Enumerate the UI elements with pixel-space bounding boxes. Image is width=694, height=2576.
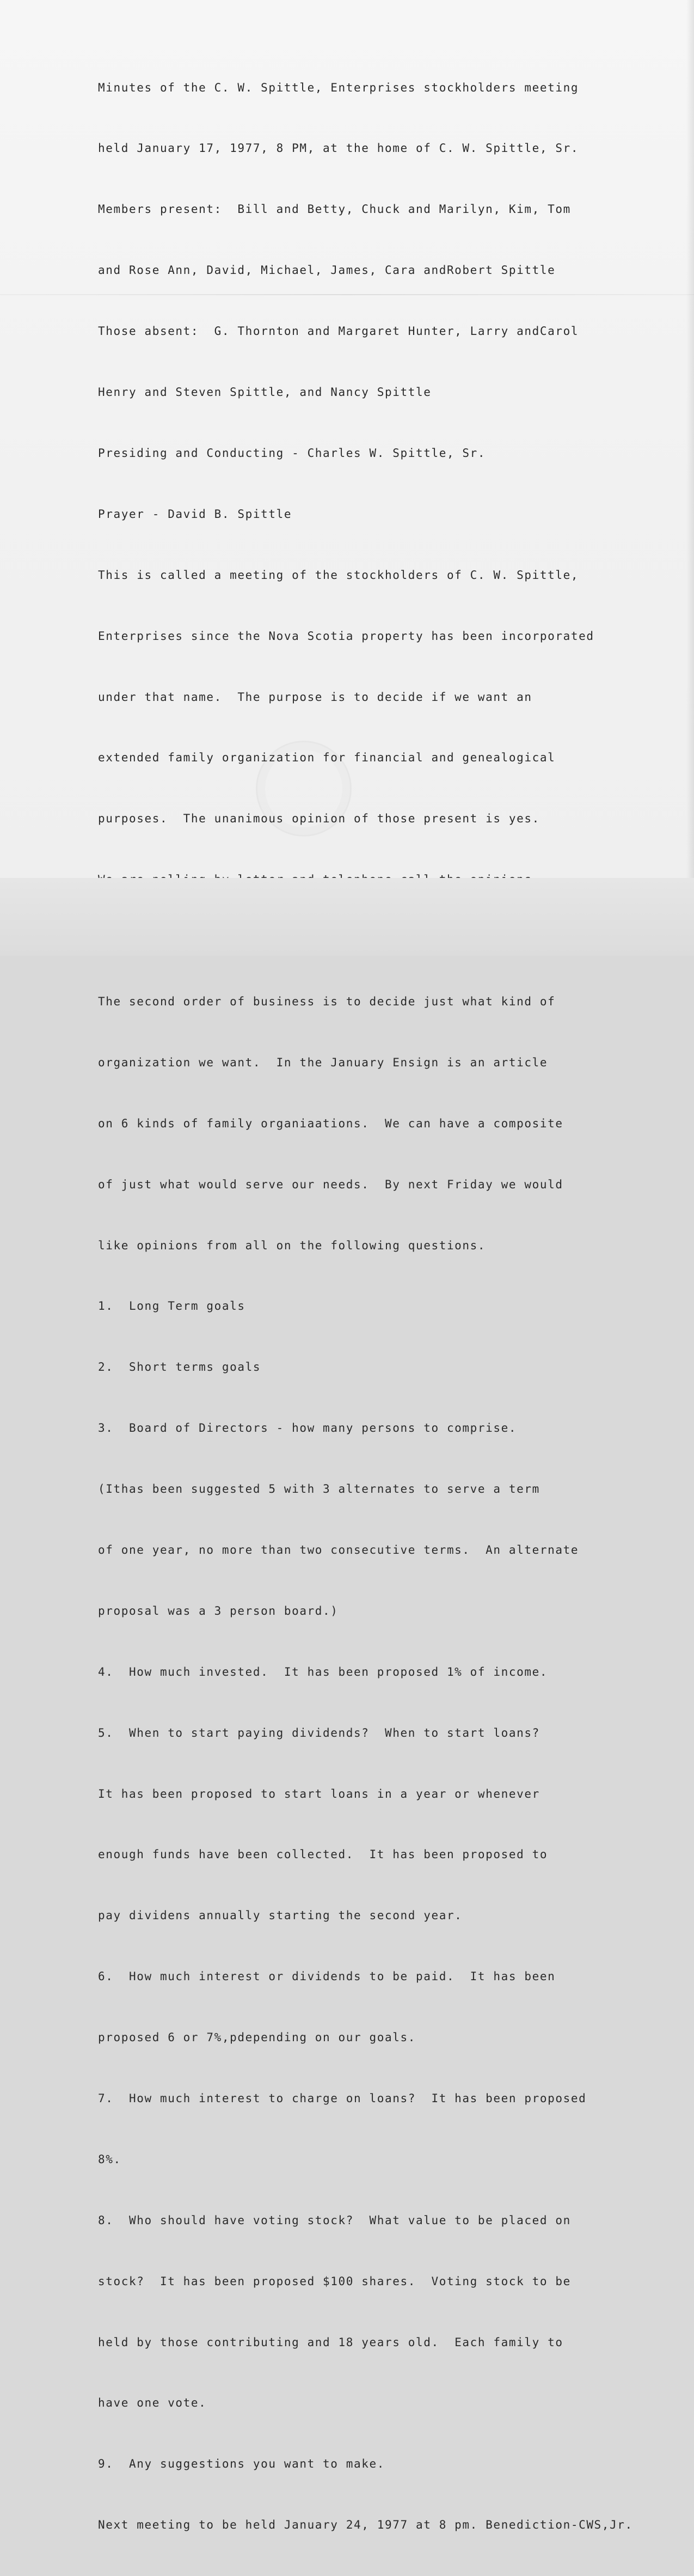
- text-line: 7. How much interest to charge on loans? It has been proposed: [98, 2091, 587, 2105]
- text-line: on 6 kinds of family organiaations. We can have a composite: [98, 1116, 563, 1130]
- text-line: Henry and Steven Spittle, and Nancy Spittle: [98, 386, 432, 399]
- text-line: 5. When to start paying dividends? When to start loans?: [98, 1726, 540, 1739]
- text-line: Those absent: G. Thornton and Margaret Hunter, Larry andCarol: [98, 325, 579, 338]
- text-line: 1. Long Term goals: [98, 1299, 245, 1313]
- text-line: proposal was a 3 person board.): [98, 1604, 339, 1617]
- text-line: 3. Board of Directors - how many persons to comprise.: [98, 1421, 517, 1435]
- text-line: under that name. The purpose is to decide if we want an: [98, 690, 532, 704]
- text-line: of just what would serve our needs. By next Friday we would: [98, 1177, 563, 1191]
- text-line: Members present: Bill and Betty, Chuck and Marilyn, Kim, Tom: [98, 203, 571, 216]
- text-line: purposes. The unanimous opinion of those present is yes.: [98, 812, 540, 826]
- typed-minutes-text: [98, 37, 686, 2576]
- text-line: 4. How much invested. It has been proposed 1% of income.: [98, 1665, 548, 1678]
- text-line: It has been proposed to start loans in a year or whenever: [98, 1787, 540, 1800]
- text-line: Presiding and Conducting - Charles W. Spittle, Sr.: [98, 446, 486, 460]
- text-line: held January 17, 1977, 8 PM, at the home of C. W. Spittle, Sr.: [98, 142, 579, 155]
- text-line: 8. Who should have voting stock? What value to be placed on: [98, 2213, 571, 2227]
- text-line: pay dividens annually starting the second year.: [98, 1909, 463, 1922]
- text-line: enough funds have been collected. It has been proposed to: [98, 1848, 548, 1861]
- text-line: Enterprises since the Nova Scotia property has been incorporated: [98, 629, 594, 643]
- text-line: Next meeting to be held January 24, 1977 at 8 pm. Benediction-CWS,Jr.: [98, 2518, 633, 2532]
- text-line: 6. How much interest or dividends to be paid. It has been: [98, 1970, 556, 1983]
- text-line: have one vote.: [98, 2396, 207, 2410]
- text-line: This is called a meeting of the stockholders of C. W. Spittle,: [98, 568, 579, 582]
- text-line: 9. Any suggestions you want to make.: [98, 2457, 385, 2471]
- text-line: (Ithas been suggested 5 with 3 alternates to serve a term: [98, 1482, 540, 1496]
- text-line: 8%.: [98, 2152, 121, 2166]
- text-line: Prayer - David B. Spittle: [98, 507, 292, 521]
- text-line: extended family organization for financial and genealogical: [98, 751, 556, 765]
- text-line: The second order of business is to decide just what kind of: [98, 994, 556, 1008]
- text-line: Minutes of the C. W. Spittle, Enterprises stockholders meeting: [98, 81, 579, 94]
- text-line: proposed 6 or 7%,pdepending on our goals.: [98, 2031, 416, 2044]
- text-line: 2. Short terms goals: [98, 1360, 261, 1374]
- text-line: stock? It has been proposed $100 shares. Voting stock to be: [98, 2274, 571, 2288]
- text-line: and Rose Ann, David, Michael, James, Cara andRobert Spittle: [98, 264, 556, 277]
- text-line: of one year, no more than two consecutive terms. An alternate: [98, 1543, 579, 1556]
- text-line: organization we want. In the January Ensign is an article: [98, 1055, 548, 1069]
- scanner-background: [0, 878, 694, 956]
- text-line: like opinions from all on the following questions.: [98, 1238, 486, 1252]
- text-line: held by those contributing and 18 years old. Each family to: [98, 2335, 563, 2349]
